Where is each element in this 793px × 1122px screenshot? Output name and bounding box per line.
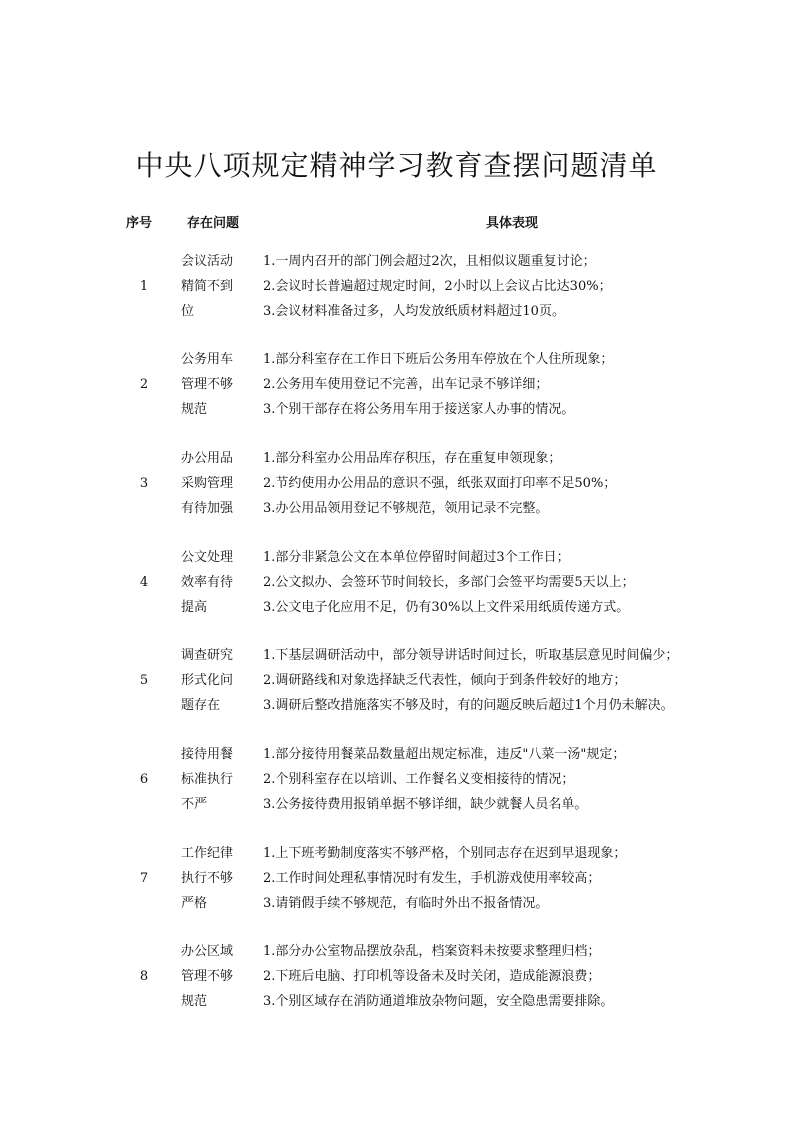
issue-row — [0, 347, 793, 422]
detail-item: 2.下班后电脑、打印机等设备未及时关闭，造成能源浪费； — [263, 969, 601, 984]
detail-item: 2.个别科室存在以培训、工作餐名义变相接待的情况； — [263, 772, 575, 787]
detail-item: 3.会议材料准备过多，人均发放纸质材料超过10页。 — [263, 304, 565, 319]
detail-item: 2.调研路线和对象选择缺乏代表性，倾向于到条件较好的地方； — [263, 673, 627, 688]
issue-details — [263, 249, 788, 324]
issue-details — [263, 446, 788, 521]
page-title: 中央八项规定精神学习教育查摆问题清单 — [135, 149, 658, 182]
row-number: 8 — [139, 969, 149, 984]
detail-item: 3.调研后整改措施落实不够及时，有的问题反映后超过1个月仍未解决。 — [263, 698, 674, 713]
issue-details — [263, 939, 788, 1014]
issue-row — [0, 249, 793, 324]
row-number: 4 — [139, 575, 149, 590]
detail-item: 1.部分科室办公用品库存积压，存在重复申领现象； — [263, 451, 562, 466]
issue-details — [263, 841, 788, 916]
detail-item: 2.公务用车使用登记不完善，出车记录不够详细； — [263, 377, 549, 392]
issue-title: 公文处理效率有待提高 — [181, 550, 234, 615]
row-number: 1 — [139, 279, 149, 294]
issue-title: 办公用品采购管理有待加强 — [181, 451, 234, 516]
row-number: 7 — [139, 871, 149, 886]
issue-title: 接待用餐标准执行不严 — [181, 747, 234, 812]
detail-item: 1.一周内召开的部门例会超过2次，且相似议题重复讨论； — [263, 254, 596, 269]
table-header — [0, 212, 793, 232]
row-number: 2 — [139, 377, 149, 392]
detail-item: 2.公文拟办、会签环节时间较长，多部门会签平均需要5天以上； — [263, 575, 635, 590]
header-issue: 存在问题 — [187, 216, 240, 231]
issue-row — [0, 643, 793, 718]
detail-item: 1.下基层调研活动中，部分领导讲话时间过长，听取基层意见时间偏少； — [263, 648, 679, 663]
issue-details — [263, 545, 788, 620]
detail-item: 2.节约使用办公用品的意识不强，纸张双面打印率不足50%； — [263, 476, 617, 491]
detail-item: 1.部分非紧急公文在本单位停留时间超过3个工作日； — [263, 550, 570, 565]
detail-item: 1.部分科室存在工作日下班后公务用车停放在个人住所现象； — [263, 352, 614, 367]
header-number: 序号 — [126, 216, 153, 231]
detail-item: 3.公务接待费用报销单据不够详细，缺少就餐人员名单。 — [263, 797, 588, 812]
detail-item: 3.个别区域存在消防通道堆放杂物问题，安全隐患需要排除。 — [263, 994, 614, 1009]
issue-row — [0, 939, 793, 1014]
detail-item: 3.办公用品领用登记不够规范，领用记录不完整。 — [263, 501, 549, 516]
detail-item: 3.公文电子化应用不足，仍有30%以上文件采用纸质传递方式。 — [263, 600, 630, 615]
issue-title: 调查研究形式化问题存在 — [181, 648, 234, 713]
header-detail: 具体表现 — [486, 216, 539, 231]
row-number: 6 — [139, 772, 149, 787]
issue-title: 公务用车管理不够规范 — [181, 352, 234, 417]
detail-item: 1.部分办公室物品摆放杂乱，档案资料未按要求整理归档； — [263, 944, 601, 959]
issue-row — [0, 545, 793, 620]
issue-details — [263, 347, 788, 422]
issue-row — [0, 742, 793, 817]
issue-details — [263, 742, 788, 817]
issue-title: 会议活动精简不到位 — [181, 254, 234, 319]
row-number: 5 — [139, 673, 149, 688]
detail-item: 1.上下班考勤制度落实不够严格，个别同志存在迟到早退现象； — [263, 846, 627, 861]
issue-details — [263, 643, 788, 718]
detail-item: 1.部分接待用餐菜品数量超出规定标准，违反"八菜一汤"规定； — [263, 747, 626, 762]
issue-row — [0, 446, 793, 521]
detail-item: 2.会议时长普遍超过规定时间，2小时以上会议占比达30%； — [263, 279, 612, 294]
detail-item: 2.工作时间处理私事情况时有发生，手机游戏使用率较高； — [263, 871, 601, 886]
detail-item: 3.个别干部存在将公务用车用于接送家人办事的情况。 — [263, 402, 575, 417]
issue-title: 工作纪律执行不够严格 — [181, 846, 234, 911]
row-number: 3 — [139, 476, 149, 491]
issue-row — [0, 841, 793, 916]
issue-title: 办公区域管理不够规范 — [181, 944, 234, 1009]
detail-item: 3.请销假手续不够规范，有临时外出不报备情况。 — [263, 896, 549, 911]
